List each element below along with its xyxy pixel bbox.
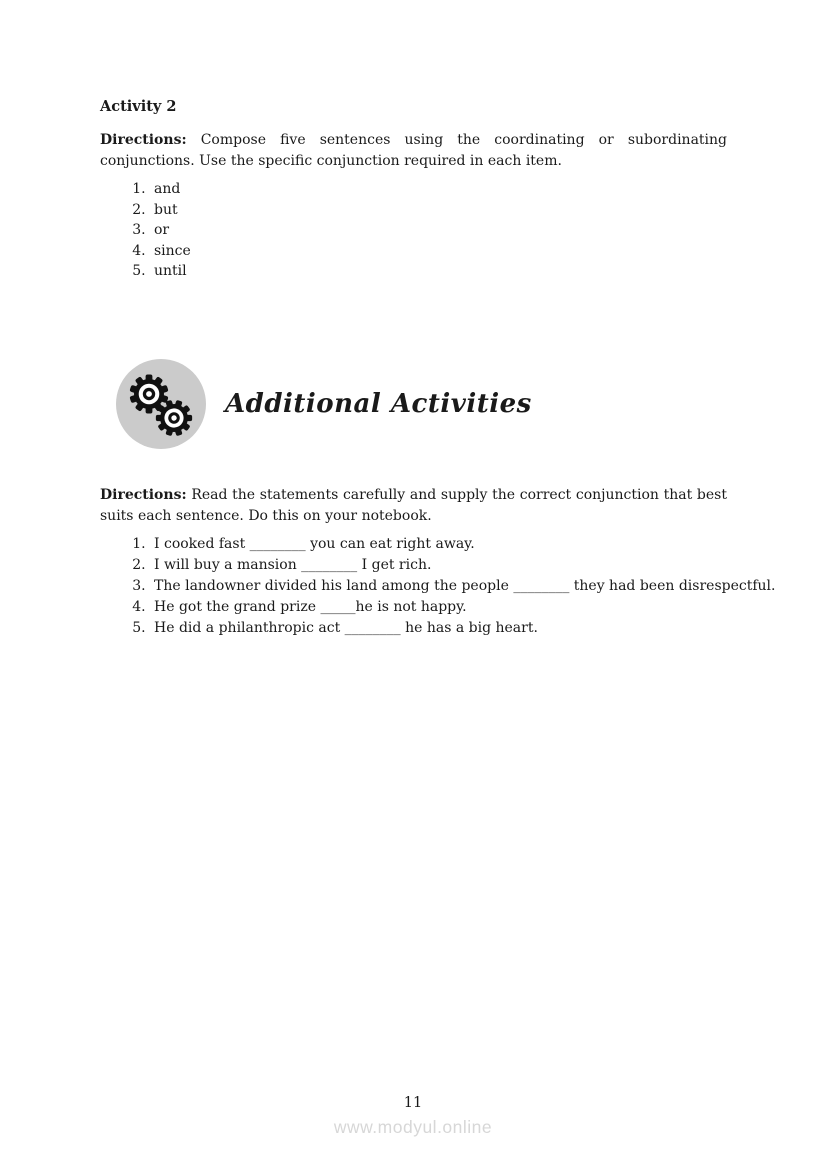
- activity2-list: [100, 179, 777, 282]
- directions-text: Compose five sentences using the coordinating or subordinating conjunctions. Use the specific conjunction required in each item.: [100, 132, 727, 169]
- directions-label: Directions:: [100, 487, 187, 503]
- directions-label: Directions:: [100, 132, 187, 148]
- gears-icon: [115, 358, 207, 450]
- watermark: www.modyul.online: [333, 1117, 493, 1137]
- list-item: 1. and: [150, 179, 777, 200]
- list-item: 5. until: [150, 261, 777, 282]
- additional-directions: [100, 485, 727, 526]
- directions-text: Read the statements carefully and supply the correct conjunction that best suits each sentence. Do this on your notebook.: [100, 487, 727, 524]
- activity2-title: Activity 2: [100, 98, 177, 115]
- list-item: 5. He did a philanthropic act ________ he has a big heart.: [150, 618, 777, 639]
- list-item: 3. or: [150, 220, 777, 241]
- list-item: 2. I will buy a mansion ________ I get rich.: [150, 555, 777, 576]
- list-item: 2. but: [150, 200, 777, 221]
- additional-list: [100, 534, 777, 639]
- activity2-directions: [100, 130, 727, 171]
- list-item: 1. I cooked fast ________ you can eat right away.: [150, 534, 777, 555]
- list-item: 4. He got the grand prize _____he is not happy.: [150, 597, 777, 618]
- page-number: 11: [403, 1095, 423, 1111]
- additional-activities-heading: Additional Activities: [225, 389, 532, 419]
- list-item: 4. since: [150, 241, 777, 262]
- list-item: 3. The landowner divided his land among the people ________ they had been disrespectful.: [150, 576, 777, 597]
